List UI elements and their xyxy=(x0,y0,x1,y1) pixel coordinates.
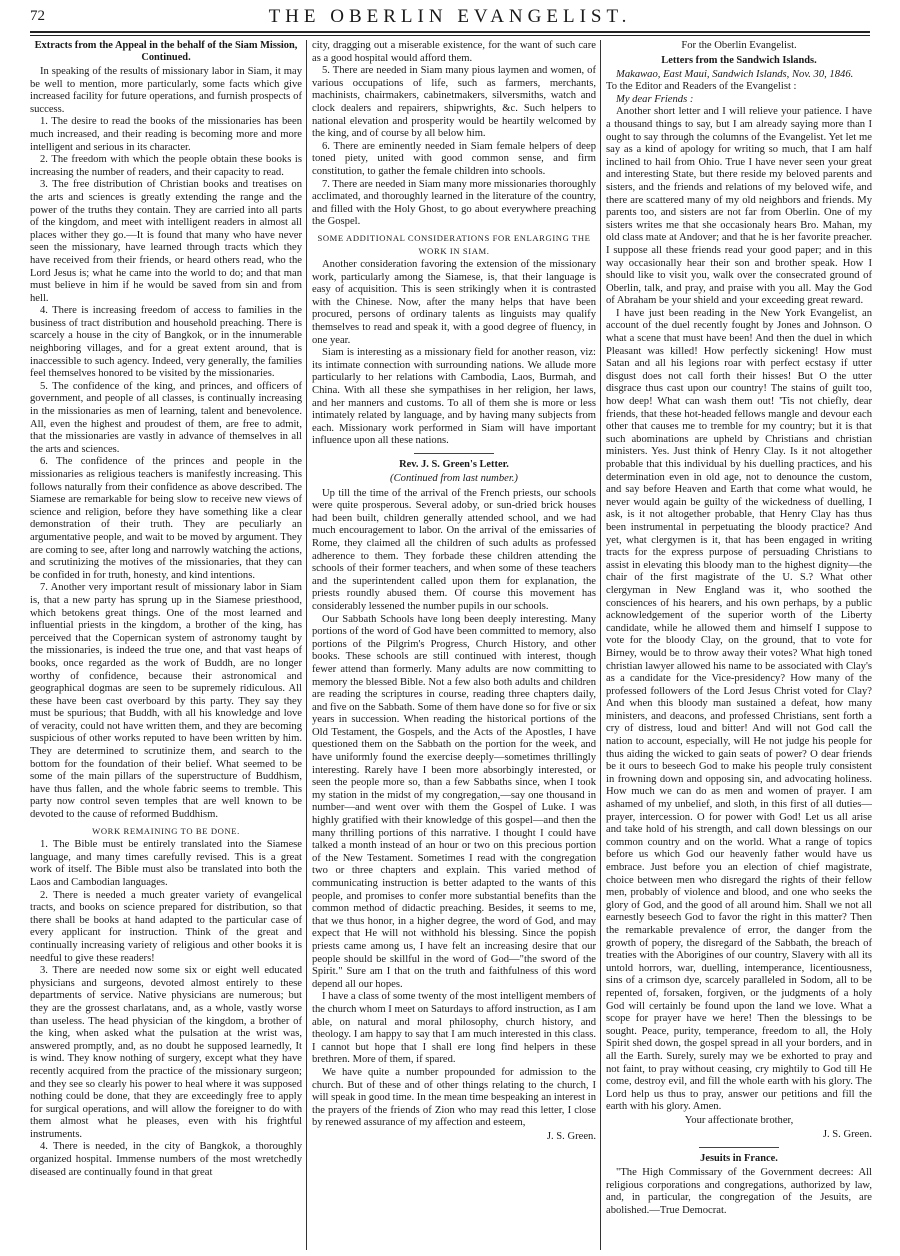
paragraph: I have a class of some twenty of the most intelligent members of the church whom I meet on Saturdays to afford instruction, as I am able, on natural and moral philosophy, church history, and theology. I am happy to say that I am much interested in this class. I cannot but hope that I shall ere long find helpers in these brethren. More of them, if spared. xyxy=(312,991,596,1066)
page-number: 72 xyxy=(30,8,45,24)
paragraph: Another consideration favoring the extension of the missionary work, particularly among the Siamese, is, that their language is easy of acquisition. This is seen strikingly when it is contrasted with the Chinese. Now, after the many helps that have been procured, persons of ordinary talents as linguists may qualify themselves to read and speak it, with a good degree of fluency, in one year. xyxy=(312,259,596,346)
paragraph: I have just been reading in the New York Evangelist, an account of the duel recently fought by Jones and Johnson. O what a scene that must have been! And then the duel in which Pleasant was killed! How perfectly sickening! How must Satan and all his legions roar with perfect ecstasy if utter disgust does not call forth their hisses! But O the utter disgrace thus cast upon our country! The stains of guilt too, how deep! What can wash them out! 'Tis not chiefly, dear friends, that these hot-headed fellows mangle and devour each other that causes me to tremble for my country; but it is that such abominations are upheld by Christians and christian ministers. Yes. Just think of Henry Clay. Is it not altogether probable that this individual by his duelling practices, and his determination even in old age, not to denounce the custom, and say before Heaven and Earth that come what would, he never would again be guilty of the wickedness of duelling, I ask, is it not altogether probable, that Henry Clay has thus been instrumental in perpetuating the bloody practice? And yet, what clergymen is it, that has been engaged in writing tracts for the express purpose of persuading Christians to assist in elevating this bloody man to the highest dignity—the chair of the first magistrate of the U. S.? What other clergyman in New England was it, who soothed the consciences of his hearers, and his own perhaps, by a public acknowledgement of the superior worth of the Liberty candidate, while he allowed them and himself I suppose to vote for the bloody Clay, on the ground, that to vote for Birney, would be to throw away their votes? What high toned christian lawyer allowed his name to be associated with Clay's as a candidate for the Vice-presidency? How many of the professed followers of the Lord Jesus Christ voted for Clay? And when this bloody man sustained a defeat, how many ministers, and deacons, and professed Christians, sent forth a cry of distress, loud and bitter! And will not God call the nation to account, especially, will He not judge his people for thus aiding the wicked to gain seats of power? O dear friends be it ours to beseech God to make his people truly consistent in frowning down and opposing sin, and advocating holiness. How much we can do as men and women of prayer. I am ashamed of my unbelief, and sloth, in this first of all duties—prayer, intercession. O for power with God! Let us all arise and take hold of his strength, and call down blessings on our common country and on the world. What a range of topics before us which God our heavenly father would have us embrace. Just before you an election of chief magistrate, choice between men who disregard the rights of their fellow men, probably of violence and blood, and one who seeks the glory of God, and the good of all around him. Shall we not all earnestly beseech God to favor the right in this matter? Then the remarkable prevalence of error, the danger from the growth of popery, the disregard of the Sabbath, the breach of treaties with the Aborigines of our country, Slavery with all its untold horrors, war, duelling, intemperance, licentiousness, sins of a crimson dye, scarcely paralleled in Sodom, all to be repented of, forsaken, forgiven, or the judgments of a holy God will certainly be found upon the land we love. What a scope for prayer have we here! Then the blessings to be sought. Peace, purity, temperance, freedom to all, the Holy Spirit shed down, the gospel spread in all your borders, and in all the Earth. Surely, surely may we be exhorted to pray and not faint, to pray without ceasing, cry mightily to God till He come, destroy evil, and fill the whole earth with his glory. The Lord help us thus to pray, answer our petitions and fill the earth with his glory. Amen. xyxy=(606,307,872,1113)
paragraph: Up till the time of the arrival of the French priests, our schools were quite prosperous. Several adoby, or sun-dried brick houses had been built, children generally attended school, and we had much encouragement to labor. On the arrival of the emissaries of Rome, they claimed all the children of such adults as professed adherence to them. They forbade these children attending the schools of their former teachers, and when some of these teachers and the superintendent called upon them for explanation, the priests roundly abused them. Of course this movement has considerably lessened the number pupils in our schools. xyxy=(312,487,596,612)
paragraph: 6. There are eminently needed in Siam female helpers of deep toned piety, united with good common sense, and firm constitution, to gather the female children into schools. xyxy=(312,140,596,177)
paragraph: 4. There is increasing freedom of access to families in the business of tract distribution and household preaching. There is scarcely a house in the city of Bangkok, or in the innumerable neighboring villages, and for a great extent around, that is inaccessible to such agency. Indeed, very generally, the families feel themselves honored to be visited by the missionaries. xyxy=(30,305,302,380)
paragraph: Our Sabbath Schools have long been deeply interesting. Many portions of the word of God have been committed to memory, also portions of the Pilgrim's Progress, Church History, and other books. These schools are still continued with interest, though fewer attend than formerly. Many adults are now committing to memory the blessed Bible. Not a few also both adults and children are reading the scriptures in course, reading three chapters daily, and five on the Sabbath. Some of them have done so for five or six years in succession. When reading the historical portions of the Old Testament, the Gospels, and the Acts of the Apostles, I have questioned them on the Sabbath on the portion for the week, and have uniformly found the exercise deeply—sometimes thrillingly interesting. Rarely have I been more absorbingly interested, or seen the people more so, than a few Sabbaths since, when I took my station in the midst of my congregation,—say one thousand in number—and went over with them the Gospel of Luke. I was highly gratified with their knowledge of this gospel—and then the many thrilling portions of this narrative. I thought I could have talked a month instead of an hour or two on this precious portion of the New Testament. Sometimes I read with the congregation two or three chapters and explain. This varied method of communicating instruction is better adapted to the wants of this people, and promises to confer more substantial benefits than the common method of didactic preaching. Besides, it seems to me, that we thus honor, in a higher degree, the word of God, and may expect that He will not withhold his blessing. Since the popish priests came among us, I have felt an increasing desire that our people should be skillful in the word of God—"the sword of the Spirit." Sure am I that on the truth and faithfulness of this word depend all our hopes. xyxy=(312,613,596,990)
article-heading-sandwich-islands: Letters from the Sandwich Islands. xyxy=(661,54,817,66)
masthead-title: THE OBERLIN EVANGELIST. xyxy=(268,6,632,27)
salutation: My dear Friends : xyxy=(616,93,694,105)
column-rule xyxy=(600,40,601,1250)
masthead-rule-thin xyxy=(30,35,870,36)
section-subheading: WORK REMAINING TO BE DONE. xyxy=(92,825,240,836)
paragraph: 3. The free distribution of Christian books and treatises on the arts and sciences is greatly extending the range and the power of the truths they contain. They are carried into all parts of the kingdom, and meet with intelligent readers in almost all places wither they go.—It is found that many who have never seen the missionary, have learned through tracts which they have received from their friends, or heard others read, who the Lord Jesus is; what he came into the world to do; and that man must believe in him if he would be saved from sin and from hell. xyxy=(30,179,302,304)
paragraph: 2. There is needed a much greater variety of evangelical tracts, and books on science prepared for distribution, so that there shall be books at hand adapted to the particular case of every applicant for instruction. Think of the great and continually increasing variety of religious and other books it is needful to give these readers! xyxy=(30,889,302,964)
masthead xyxy=(30,6,870,30)
paragraph: 5. There are needed in Siam many pious laymen and women, of various occupations of life, such as farmers, merchants, machinists, chairmakers, cabinetmakers, silversmiths, watch and clock dealers and repairers, shipwrights, &c. Such helpers to national elevation and prosperity would be heartily welcomed by the king, and of course by all below him. xyxy=(312,65,596,140)
article-heading-jesuits: Jesuits in France. xyxy=(700,1153,778,1165)
separator-rule xyxy=(414,453,494,454)
closing: Your affectionate brother, xyxy=(684,1114,794,1126)
paragraph: 1. The Bible must be entirely translated into the Siamese language, and many times carefully revised. This is a great work of itself. The Bible must also be translated into both the Laos and Cambodian languages. xyxy=(30,839,302,888)
paragraph: "The High Commissary of the Government decrees: All religious corporations and congregations, authorized by law, and, in particular, the congregation of the Jesuits, are abolished.—True Democrat. xyxy=(606,1167,872,1216)
signature: J. S. Green. xyxy=(822,1129,872,1141)
signature: J. S. Green. xyxy=(546,1130,596,1142)
paragraph: 1. The desire to read the books of the missionaries has been much increased, and their reading is becoming more and more intelligent and serious in its character. xyxy=(30,116,302,153)
paragraph: 4. There is needed, in the city of Bangkok, a thoroughly organized hospital. Immense numbers of the most wretchedly diseased are continually found in that great xyxy=(30,1141,302,1178)
section-subheading: SOME ADDITIONAL CONSIDERATIONS FOR ENLARGING THE WORK IN SIAM. xyxy=(317,232,591,256)
column-2 xyxy=(312,40,596,1250)
paragraph: In speaking of the results of missionary labor in Siam, it may be well to mention, more particularly, some facts which give increased facility for future operations, and furnish prospects of success. xyxy=(30,66,302,115)
paragraph: We have quite a number propounded for admission to the church. But of these and of other things relating to the church, I will speak in good time. In the mean time bespeaking an interest in the prayers of the friends of Zion who may read this letter, I close by renewed assurance of my affection and esteem, xyxy=(312,1066,596,1129)
dateline: Makawao, East Maui, Sandwich Islands, Nov. 30, 1846. xyxy=(616,68,854,80)
article-heading-siam: Extracts from the Appeal in the behalf of the Siam Mission, Continued. xyxy=(34,40,298,63)
paragraph: 7. There are needed in Siam many more missionaries thoroughly acclimated, and thoroughly learned in the literature of the country, and filled with the Holy Ghost, to go about everywhere preaching the Gospel. xyxy=(312,178,596,228)
paragraph: 7. Another very important result of missionary labor in Siam is, that a new party has sprung up in the Siamese priesthood, which betokens great things. One of the most learned and influential priests in the kingdom, a brother of the king, has perceived that the Copernican system of astronomy taught by the missionaries, is indeed the true one, and that vast heaps of books, once regarded as the work of Buddh, are no longer worthy of confidence, because their astronomical and geographical dogmas are seen to be supremely ridiculous. All these have been cast overboard by this party. They say they must be spurious; that Buddh, with all his knowledge and love of veracity, could not have written them, and they are becoming suspicious of other works reputed to have been written by him. They are determined to scrutinize them, and search to the bottom for the foundation of their belief. What seemed to be some of the main pillars of the superstructure of Buddhism, have thus fallen, and the whole fabric seems to tremble. This party now control seven temples that are well known to be devoted to the cause of reformed Buddhism. xyxy=(30,582,302,821)
column-3 xyxy=(606,40,872,1250)
address-line: To the Editor and Readers of the Evangelist : xyxy=(606,81,797,93)
masthead-rule xyxy=(30,31,870,33)
paragraph: 6. The confidence of the princes and people in the missionaries as religious teachers is manifestly increasing. This follows naturally from their confidence as above described. The Siamese are remarkable for being slow to receive new views of science and religion, before they have something like a clear demonstration of their truth. They are peculiarly an argumentative people, and wait to be moved by argument. They are coming to see, after long and narrowly watching the actions, and scrutinizing the motives of the missionaries, that they can be confided in for truth, honesty, and kind intentions. xyxy=(30,456,302,581)
column-1 xyxy=(30,40,302,1250)
paragraph: Another short letter and I will relieve your patience. I have a thousand things to say, but I am already saying more than I ought to say through the columns of the Evangelist. Yet let me say as a kind of apology for writing so much, that I am half inclined to hail from Ohio. True I have never seen your great and interesting State, but there reside my beloved parents and sisters, and the friends and relations of my beloved wife, and there are scattered many of my old neighbors and friends. My parents too, and sisters are not far from Oberlin. One of my sisters writes me that she occasionaly hears Bro. Mahan, my old class mate at Andover; and that he is her favorite preacher. I suppose all these friends read your good paper; and in this way occasionally hear their son and brother speak. How I should like to visit you, walk over the consecrated ground of Oberlin, talk, and pray, and praise with you all. May the God of Abraham be your shield and your exceeding great reward. xyxy=(606,106,872,307)
continued-note: (Continued from last number.) xyxy=(390,473,518,484)
paragraph: Siam is interesting as a missionary field for another reason, viz: its intimate connection with surrounding nations. We allude more particularly to her relations with Cambodia, Laos, Burmah, and China. With all these she sympathises in her religion, her laws, and her manners and customs. To all of them she is more or less intimately related by language, and by having many subjects from each. Missionary work performed in Siam will have important influence upon all these nations. xyxy=(312,347,596,447)
paragraph: city, dragging out a miserable existence, for the want of such care as a good hospital would afford them. xyxy=(312,40,596,64)
paragraph: 2. The freedom with which the people obtain these books is increasing the number of readers, and their capacity to read. xyxy=(30,154,302,178)
paragraph: 5. The confidence of the king, and princes, and officers of government, and people of all classes, is continually increasing in the missionaries as men of learning, talent and benevolence. All, even the highest and proudest of them, are free to admit, that the missionaries are vastly in advance of themselves in all the arts and sciences. xyxy=(30,380,302,455)
paragraph: 3. There are needed now some six or eight well educated physicians and surgeons, devoted almost entirely to these departments of service. Native physicians are numerous; but they are the grossest charlatans, and, as a whole, vastly worse than useless. The head physician of the kingdom, a brother of the king, when asked what the pulsation at the wrist was, answered promptly, and, as no doubt he supposed learnedly, It is wind. They know nothing of surgery, except what they have recently acquired from the practice of the missionary surgeon; and they see so clearly his power to heal where it was supposed nothing could be done, that they are exceedingly free to apply for surgical operations, and will allow the foreigner to do with them almost what he pleases, even with his frightful instruments. xyxy=(30,965,302,1140)
for-line: For the Oberlin Evangelist. xyxy=(681,40,797,51)
article-heading-green-letter: Rev. J. S. Green's Letter. xyxy=(399,459,509,470)
separator-rule xyxy=(699,1147,779,1148)
column-rule xyxy=(306,40,307,1250)
